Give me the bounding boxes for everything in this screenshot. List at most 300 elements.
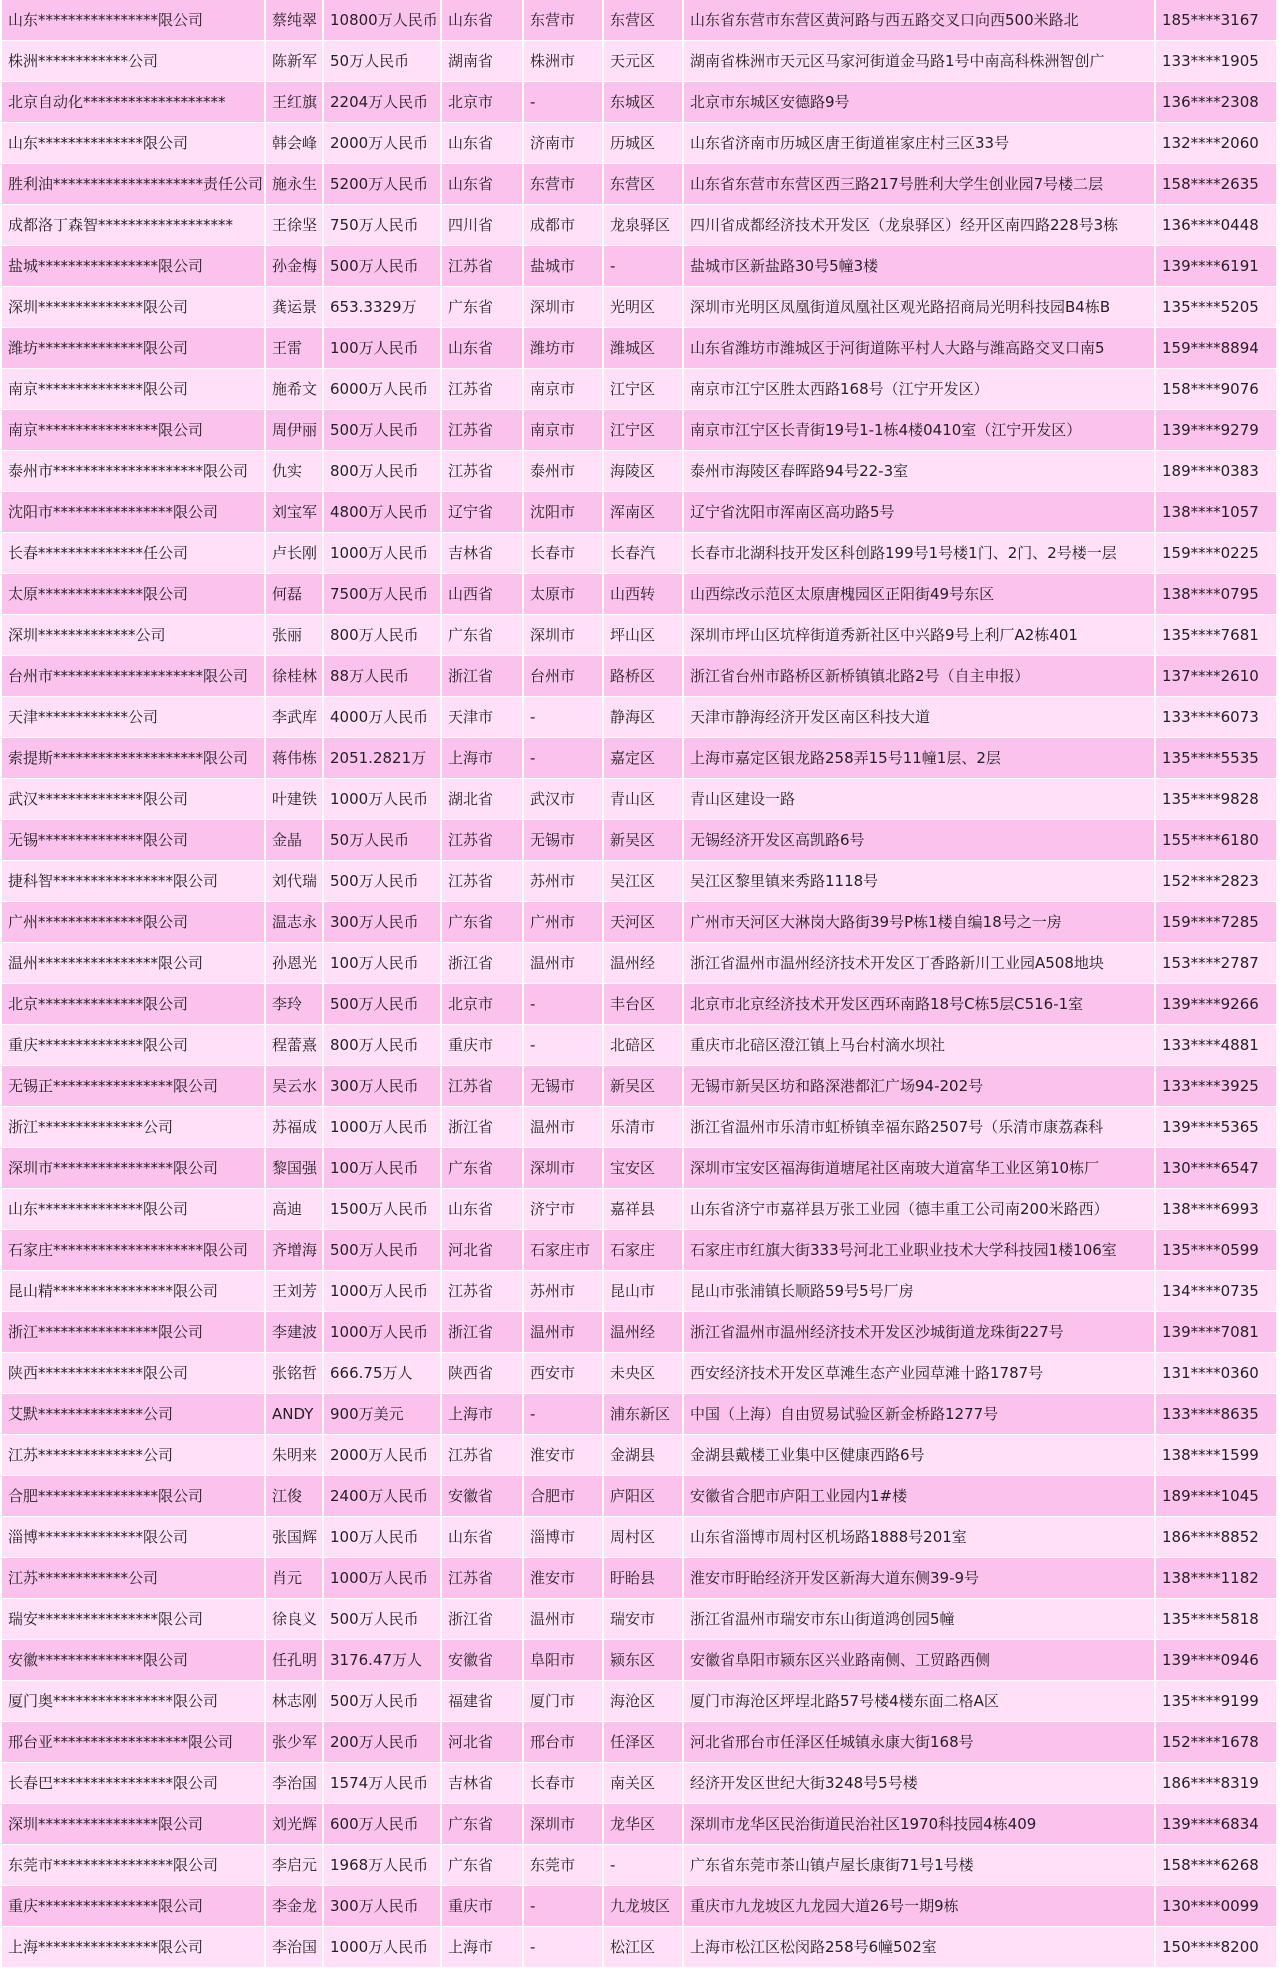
company-name-cell: 山东****************限公司 [2, 0, 266, 41]
city-cell: 长春市 [524, 1763, 604, 1804]
district-cell: 吴江区 [604, 861, 684, 902]
table-row [2, 246, 1278, 287]
address-cell: 重庆市九龙坡区九龙园大道26号一期9栋 [684, 1886, 1156, 1927]
province-cell: 广东省 [442, 902, 524, 943]
address-cell: 南京市江宁区长青街19号1-1栋4楼0410室（江宁开发区） [684, 410, 1156, 451]
district-cell: 浑南区 [604, 492, 684, 533]
district-cell: 江宁区 [604, 369, 684, 410]
province-cell: 上海市 [442, 738, 524, 779]
registered-capital-cell: 100万人民币 [324, 1517, 442, 1558]
legal-person-cell: 陈新军 [266, 41, 324, 82]
table-row [2, 1640, 1278, 1681]
province-cell: 天津市 [442, 697, 524, 738]
registered-capital-cell: 1000万人民币 [324, 1107, 442, 1148]
company-name-cell: 石家庄********************限公司 [2, 1230, 266, 1271]
registered-capital-cell: 1000万人民币 [324, 533, 442, 574]
registered-capital-cell: 800万人民币 [324, 615, 442, 656]
phone-cell: 138****6993 [1156, 1189, 1278, 1230]
province-cell: 广东省 [442, 1845, 524, 1886]
company-name-cell: 无锡**************限公司 [2, 820, 266, 861]
district-cell: 乐清市 [604, 1107, 684, 1148]
phone-cell: 130****0099 [1156, 1886, 1278, 1927]
company-name-cell: 瑞安****************限公司 [2, 1599, 266, 1640]
company-name-cell: 陕西**************限公司 [2, 1353, 266, 1394]
registered-capital-cell: 750万人民币 [324, 205, 442, 246]
phone-cell: 133****6073 [1156, 697, 1278, 738]
company-name-cell: 邢台亚******************限公司 [2, 1722, 266, 1763]
legal-person-cell: 叶建铁 [266, 779, 324, 820]
province-cell: 浙江省 [442, 1599, 524, 1640]
city-cell: 深圳市 [524, 615, 604, 656]
legal-person-cell: 温志永 [266, 902, 324, 943]
province-cell: 江苏省 [442, 1066, 524, 1107]
registered-capital-cell: 2051.2821万 [324, 738, 442, 779]
phone-cell: 138****1182 [1156, 1558, 1278, 1599]
address-cell: 青山区建设一路 [684, 779, 1156, 820]
company-name-cell: 南京**************限公司 [2, 369, 266, 410]
table-row [2, 205, 1278, 246]
legal-person-cell: 苏福成 [266, 1107, 324, 1148]
address-cell: 上海市嘉定区银龙路258弄15号11幢1层、2层 [684, 738, 1156, 779]
legal-person-cell: 李治国 [266, 1927, 324, 1968]
table-row [2, 861, 1278, 902]
registered-capital-cell: 1000万人民币 [324, 1312, 442, 1353]
legal-person-cell: 高迪 [266, 1189, 324, 1230]
district-cell: 任泽区 [604, 1722, 684, 1763]
table-row [2, 1107, 1278, 1148]
province-cell: 吉林省 [442, 1763, 524, 1804]
address-cell: 天津市静海经济开发区南区科技大道 [684, 697, 1156, 738]
province-cell: 广东省 [442, 1148, 524, 1189]
address-cell: 辽宁省沈阳市浑南区高功路5号 [684, 492, 1156, 533]
city-cell: - [524, 1927, 604, 1968]
company-name-cell: 厦门奥****************限公司 [2, 1681, 266, 1722]
phone-cell: 152****2823 [1156, 861, 1278, 902]
legal-person-cell: 张铭哲 [266, 1353, 324, 1394]
legal-person-cell: 周伊丽 [266, 410, 324, 451]
registered-capital-cell: 2204万人民币 [324, 82, 442, 123]
city-cell: 淄博市 [524, 1517, 604, 1558]
city-cell: - [524, 1886, 604, 1927]
registered-capital-cell: 800万人民币 [324, 451, 442, 492]
city-cell: 株洲市 [524, 41, 604, 82]
registered-capital-cell: 2000万人民币 [324, 1435, 442, 1476]
address-cell: 上海市松江区松闵路258号6幢502室 [684, 1927, 1156, 1968]
city-cell: 成都市 [524, 205, 604, 246]
company-name-cell: 潍坊**************限公司 [2, 328, 266, 369]
phone-cell: 158****2635 [1156, 164, 1278, 205]
address-cell: 山东省潍坊市潍城区于河街道陈平村人大路与潍高路交叉口南5 [684, 328, 1156, 369]
address-cell: 中国（上海）自由贸易试验区新金桥路1277号 [684, 1394, 1156, 1435]
registered-capital-cell: 3176.47万人 [324, 1640, 442, 1681]
legal-person-cell: 肖元 [266, 1558, 324, 1599]
district-cell: 北碚区 [604, 1025, 684, 1066]
legal-person-cell: 韩会峰 [266, 123, 324, 164]
phone-cell: 132****2060 [1156, 123, 1278, 164]
city-cell: 厦门市 [524, 1681, 604, 1722]
district-cell: 新吴区 [604, 1066, 684, 1107]
company-name-cell: 台州市********************限公司 [2, 656, 266, 697]
district-cell: 坪山区 [604, 615, 684, 656]
district-cell: 东营区 [604, 164, 684, 205]
province-cell: 山西省 [442, 574, 524, 615]
district-cell: 新吴区 [604, 820, 684, 861]
district-cell: 浦东新区 [604, 1394, 684, 1435]
district-cell: 路桥区 [604, 656, 684, 697]
table-row [2, 697, 1278, 738]
table-row [2, 1189, 1278, 1230]
city-cell: 广州市 [524, 902, 604, 943]
city-cell: 淮安市 [524, 1435, 604, 1476]
province-cell: 山东省 [442, 0, 524, 41]
company-name-cell: 盐城****************限公司 [2, 246, 266, 287]
province-cell: 安徽省 [442, 1476, 524, 1517]
phone-cell: 159****7285 [1156, 902, 1278, 943]
city-cell: 温州市 [524, 1599, 604, 1640]
legal-person-cell: 王红旗 [266, 82, 324, 123]
province-cell: 江苏省 [442, 246, 524, 287]
district-cell: 山西转 [604, 574, 684, 615]
legal-person-cell: 王徐坚 [266, 205, 324, 246]
legal-person-cell: 卢长刚 [266, 533, 324, 574]
city-cell: - [524, 697, 604, 738]
legal-person-cell: 张国辉 [266, 1517, 324, 1558]
company-name-cell: 索提斯********************限公司 [2, 738, 266, 779]
registered-capital-cell: 500万人民币 [324, 1681, 442, 1722]
phone-cell: 139****0946 [1156, 1640, 1278, 1681]
table-row [2, 123, 1278, 164]
address-cell: 北京市北京经济技术开发区西环南路18号C栋5层C516-1室 [684, 984, 1156, 1025]
phone-cell: 155****6180 [1156, 820, 1278, 861]
district-cell: 宝安区 [604, 1148, 684, 1189]
company-name-cell: 江苏************公司 [2, 1558, 266, 1599]
table-row [2, 984, 1278, 1025]
phone-cell: 135****0599 [1156, 1230, 1278, 1271]
company-name-cell: 长春巴****************限公司 [2, 1763, 266, 1804]
province-cell: 江苏省 [442, 1271, 524, 1312]
legal-person-cell: 林志刚 [266, 1681, 324, 1722]
registered-capital-cell: 10800万人民币 [324, 0, 442, 41]
table-row [2, 1517, 1278, 1558]
address-cell: 四川省成都经济技术开发区（龙泉驿区）经开区南四路228号3栋 [684, 205, 1156, 246]
district-cell: 江宁区 [604, 410, 684, 451]
address-cell: 吴江区黎里镇来秀路1118号 [684, 861, 1156, 902]
table-row [2, 1599, 1278, 1640]
registered-capital-cell: 300万人民币 [324, 1886, 442, 1927]
company-name-cell: 温州****************限公司 [2, 943, 266, 984]
province-cell: 浙江省 [442, 656, 524, 697]
province-cell: 福建省 [442, 1681, 524, 1722]
registered-capital-cell: 5200万人民币 [324, 164, 442, 205]
phone-cell: 135****9199 [1156, 1681, 1278, 1722]
legal-person-cell: 程蕾熹 [266, 1025, 324, 1066]
table-row [2, 1927, 1278, 1968]
district-cell: 颍东区 [604, 1640, 684, 1681]
district-cell: 天河区 [604, 902, 684, 943]
address-cell: 盐城市区新盐路30号5幢3楼 [684, 246, 1156, 287]
address-cell: 浙江省温州市温州经济技术开发区沙城街道龙珠街227号 [684, 1312, 1156, 1353]
table-row [2, 738, 1278, 779]
city-cell: 泰州市 [524, 451, 604, 492]
company-name-cell: 安徽**************限公司 [2, 1640, 266, 1681]
company-name-cell: 天津************公司 [2, 697, 266, 738]
company-name-cell: 武汉**************限公司 [2, 779, 266, 820]
district-cell: 盱眙县 [604, 1558, 684, 1599]
district-cell: - [604, 246, 684, 287]
legal-person-cell: 江俊 [266, 1476, 324, 1517]
registered-capital-cell: 1000万人民币 [324, 779, 442, 820]
address-cell: 长春市北湖科技开发区科创路199号1号楼1门、2门、2号楼一层 [684, 533, 1156, 574]
province-cell: 湖北省 [442, 779, 524, 820]
phone-cell: 138****1057 [1156, 492, 1278, 533]
legal-person-cell: 刘代瑞 [266, 861, 324, 902]
registered-capital-cell: 50万人民币 [324, 41, 442, 82]
registered-capital-cell: 500万人民币 [324, 410, 442, 451]
registered-capital-cell: 600万人民币 [324, 1804, 442, 1845]
phone-cell: 135****9828 [1156, 779, 1278, 820]
registered-capital-cell: 100万人民币 [324, 328, 442, 369]
city-cell: 西安市 [524, 1353, 604, 1394]
city-cell: - [524, 1394, 604, 1435]
province-cell: 广东省 [442, 615, 524, 656]
phone-cell: 158****9076 [1156, 369, 1278, 410]
phone-cell: 136****0448 [1156, 205, 1278, 246]
district-cell: 龙泉驿区 [604, 205, 684, 246]
district-cell: - [604, 1845, 684, 1886]
district-cell: 石家庄 [604, 1230, 684, 1271]
province-cell: 辽宁省 [442, 492, 524, 533]
province-cell: 陕西省 [442, 1353, 524, 1394]
registered-capital-cell: 800万人民币 [324, 1025, 442, 1066]
district-cell: 南关区 [604, 1763, 684, 1804]
legal-person-cell: 何磊 [266, 574, 324, 615]
province-cell: 江苏省 [442, 410, 524, 451]
province-cell: 湖南省 [442, 41, 524, 82]
city-cell: 济南市 [524, 123, 604, 164]
registered-capital-cell: 7500万人民币 [324, 574, 442, 615]
city-cell: 苏州市 [524, 1271, 604, 1312]
table-row [2, 779, 1278, 820]
legal-person-cell: 张丽 [266, 615, 324, 656]
city-cell: 石家庄市 [524, 1230, 604, 1271]
table-row [2, 1353, 1278, 1394]
province-cell: 吉林省 [442, 533, 524, 574]
legal-person-cell: 李建波 [266, 1312, 324, 1353]
district-cell: 历城区 [604, 123, 684, 164]
district-cell: 周村区 [604, 1517, 684, 1558]
legal-person-cell: 施希文 [266, 369, 324, 410]
district-cell: 九龙坡区 [604, 1886, 684, 1927]
province-cell: 江苏省 [442, 451, 524, 492]
legal-person-cell: 王雷 [266, 328, 324, 369]
legal-person-cell: 孙恩光 [266, 943, 324, 984]
table-row [2, 82, 1278, 123]
city-cell: 温州市 [524, 1107, 604, 1148]
province-cell: 重庆市 [442, 1886, 524, 1927]
legal-person-cell: 黎国强 [266, 1148, 324, 1189]
city-cell: 武汉市 [524, 779, 604, 820]
registered-capital-cell: 1000万人民币 [324, 1927, 442, 1968]
province-cell: 山东省 [442, 123, 524, 164]
address-cell: 安徽省合肥市庐阳工业园内1#楼 [684, 1476, 1156, 1517]
address-cell: 深圳市龙华区民治街道民治社区1970科技园4栋409 [684, 1804, 1156, 1845]
district-cell: 温州经 [604, 1312, 684, 1353]
address-cell: 昆山市张浦镇长顺路59号5号厂房 [684, 1271, 1156, 1312]
district-cell: 嘉祥县 [604, 1189, 684, 1230]
province-cell: 广东省 [442, 287, 524, 328]
address-cell: 深圳市坪山区坑梓街道秀新社区中兴路9号上利厂A2栋401 [684, 615, 1156, 656]
city-cell: 苏州市 [524, 861, 604, 902]
phone-cell: 135****5818 [1156, 1599, 1278, 1640]
table-row [2, 1312, 1278, 1353]
address-cell: 广东省东莞市茶山镇卢屋长康街71号1号楼 [684, 1845, 1156, 1886]
company-name-cell: 重庆****************限公司 [2, 1886, 266, 1927]
address-cell: 山东省东营市东营区黄河路与西五路交叉口向西500米路北 [684, 0, 1156, 41]
province-cell: 山东省 [442, 328, 524, 369]
company-name-cell: 南京****************限公司 [2, 410, 266, 451]
legal-person-cell: 徐良义 [266, 1599, 324, 1640]
phone-cell: 159****8894 [1156, 328, 1278, 369]
registered-capital-cell: 100万人民币 [324, 1148, 442, 1189]
district-cell: 嘉定区 [604, 738, 684, 779]
table-row [2, 1394, 1278, 1435]
table-row [2, 1148, 1278, 1189]
province-cell: 江苏省 [442, 1558, 524, 1599]
district-cell: 静海区 [604, 697, 684, 738]
legal-person-cell: 刘光辉 [266, 1804, 324, 1845]
table-row [2, 1025, 1278, 1066]
registered-capital-cell: 4800万人民币 [324, 492, 442, 533]
province-cell: 广东省 [442, 1804, 524, 1845]
district-cell: 潍城区 [604, 328, 684, 369]
address-cell: 淮安市盱眙经济开发区新海大道东侧39-9号 [684, 1558, 1156, 1599]
province-cell: 北京市 [442, 82, 524, 123]
legal-person-cell: 蒋伟栋 [266, 738, 324, 779]
company-name-cell: 重庆**************限公司 [2, 1025, 266, 1066]
phone-cell: 185****3167 [1156, 0, 1278, 41]
city-cell: 温州市 [524, 1312, 604, 1353]
city-cell: 太原市 [524, 574, 604, 615]
address-cell: 山东省东营市东营区西三路217号胜利大学生创业园7号楼二层 [684, 164, 1156, 205]
legal-person-cell: 李玲 [266, 984, 324, 1025]
registered-capital-cell: 653.3329万 [324, 287, 442, 328]
phone-cell: 135****7681 [1156, 615, 1278, 656]
address-cell: 西安经济技术开发区草滩生态产业园草滩十路1787号 [684, 1353, 1156, 1394]
table-row [2, 164, 1278, 205]
address-cell: 山东省济南市历城区唐王街道崔家庄村三区33号 [684, 123, 1156, 164]
address-cell: 山西综改示范区太原唐槐园区正阳街49号东区 [684, 574, 1156, 615]
address-cell: 浙江省温州市乐清市虹桥镇幸福东路2507号（乐清市康荔森科 [684, 1107, 1156, 1148]
phone-cell: 139****6191 [1156, 246, 1278, 287]
district-cell: 光明区 [604, 287, 684, 328]
legal-person-cell: 任孔明 [266, 1640, 324, 1681]
address-cell: 石家庄市红旗大街333号河北工业职业技术大学科技园1楼106室 [684, 1230, 1156, 1271]
table-row [2, 1763, 1278, 1804]
company-name-cell: 胜利油********************责任公司 [2, 164, 266, 205]
city-cell: 南京市 [524, 410, 604, 451]
phone-cell: 153****2787 [1156, 943, 1278, 984]
address-cell: 厦门市海沧区坪埕北路57号楼4楼东面二格A区 [684, 1681, 1156, 1722]
company-name-cell: 无锡正****************限公司 [2, 1066, 266, 1107]
city-cell: - [524, 984, 604, 1025]
registered-capital-cell: 4000万人民币 [324, 697, 442, 738]
table-body [2, 0, 1278, 1968]
table-row [2, 1722, 1278, 1763]
table-row [2, 1066, 1278, 1107]
company-name-cell: 株洲************公司 [2, 41, 266, 82]
address-cell: 北京市东城区安德路9号 [684, 82, 1156, 123]
address-cell: 深圳市宝安区福海街道塘尾社区南玻大道富华工业区第10栋厂 [684, 1148, 1156, 1189]
table-row [2, 943, 1278, 984]
phone-cell: 136****2308 [1156, 82, 1278, 123]
table-row [2, 410, 1278, 451]
legal-person-cell: 李武库 [266, 697, 324, 738]
table-row [2, 902, 1278, 943]
address-cell: 湖南省株洲市天元区马家河街道金马路1号中南高科株洲智创广 [684, 41, 1156, 82]
table-row [2, 369, 1278, 410]
district-cell: 松江区 [604, 1927, 684, 1968]
legal-person-cell: 朱明来 [266, 1435, 324, 1476]
address-cell: 重庆市北碚区澄江镇上马台村滴水坝社 [684, 1025, 1156, 1066]
table-row [2, 615, 1278, 656]
legal-person-cell: 李启元 [266, 1845, 324, 1886]
company-name-cell: 沈阳市****************限公司 [2, 492, 266, 533]
legal-person-cell: 王刘芳 [266, 1271, 324, 1312]
company-name-cell: 捷科智****************限公司 [2, 861, 266, 902]
company-name-cell: 山东**************限公司 [2, 123, 266, 164]
legal-person-cell: 徐桂林 [266, 656, 324, 697]
district-cell: 龙华区 [604, 1804, 684, 1845]
phone-cell: 133****1905 [1156, 41, 1278, 82]
address-cell: 河北省邢台市任泽区任城镇永康大街168号 [684, 1722, 1156, 1763]
company-name-cell: 太原**************限公司 [2, 574, 266, 615]
registered-capital-cell: 88万人民币 [324, 656, 442, 697]
province-cell: 江苏省 [442, 369, 524, 410]
province-cell: 山东省 [442, 1189, 524, 1230]
legal-person-cell: 仇实 [266, 451, 324, 492]
district-cell: 丰台区 [604, 984, 684, 1025]
province-cell: 北京市 [442, 984, 524, 1025]
province-cell: 江苏省 [442, 820, 524, 861]
company-name-cell: 淄博**************限公司 [2, 1517, 266, 1558]
table-row [2, 41, 1278, 82]
address-cell: 经济开发区世纪大街3248号5号楼 [684, 1763, 1156, 1804]
company-name-cell: 东莞市****************限公司 [2, 1845, 266, 1886]
city-cell: 淮安市 [524, 1558, 604, 1599]
registered-capital-cell: 500万人民币 [324, 861, 442, 902]
registered-capital-cell: 50万人民币 [324, 820, 442, 861]
phone-cell: 139****9279 [1156, 410, 1278, 451]
phone-cell: 139****6834 [1156, 1804, 1278, 1845]
table-row [2, 1230, 1278, 1271]
company-name-cell: 成都洛丁森智****************** [2, 205, 266, 246]
address-cell: 山东省淄博市周村区机场路1888号201室 [684, 1517, 1156, 1558]
company-name-cell: 长春**************任公司 [2, 533, 266, 574]
phone-cell: 133****3925 [1156, 1066, 1278, 1107]
city-cell: 济宁市 [524, 1189, 604, 1230]
phone-cell: 130****6547 [1156, 1148, 1278, 1189]
legal-person-cell: 李金龙 [266, 1886, 324, 1927]
phone-cell: 186****8319 [1156, 1763, 1278, 1804]
district-cell: 瑞安市 [604, 1599, 684, 1640]
company-name-cell: 浙江****************限公司 [2, 1312, 266, 1353]
company-name-cell: 泰州市********************限公司 [2, 451, 266, 492]
province-cell: 山东省 [442, 164, 524, 205]
province-cell: 浙江省 [442, 1312, 524, 1353]
district-cell: 青山区 [604, 779, 684, 820]
table-row [2, 1271, 1278, 1312]
city-cell: 深圳市 [524, 1804, 604, 1845]
